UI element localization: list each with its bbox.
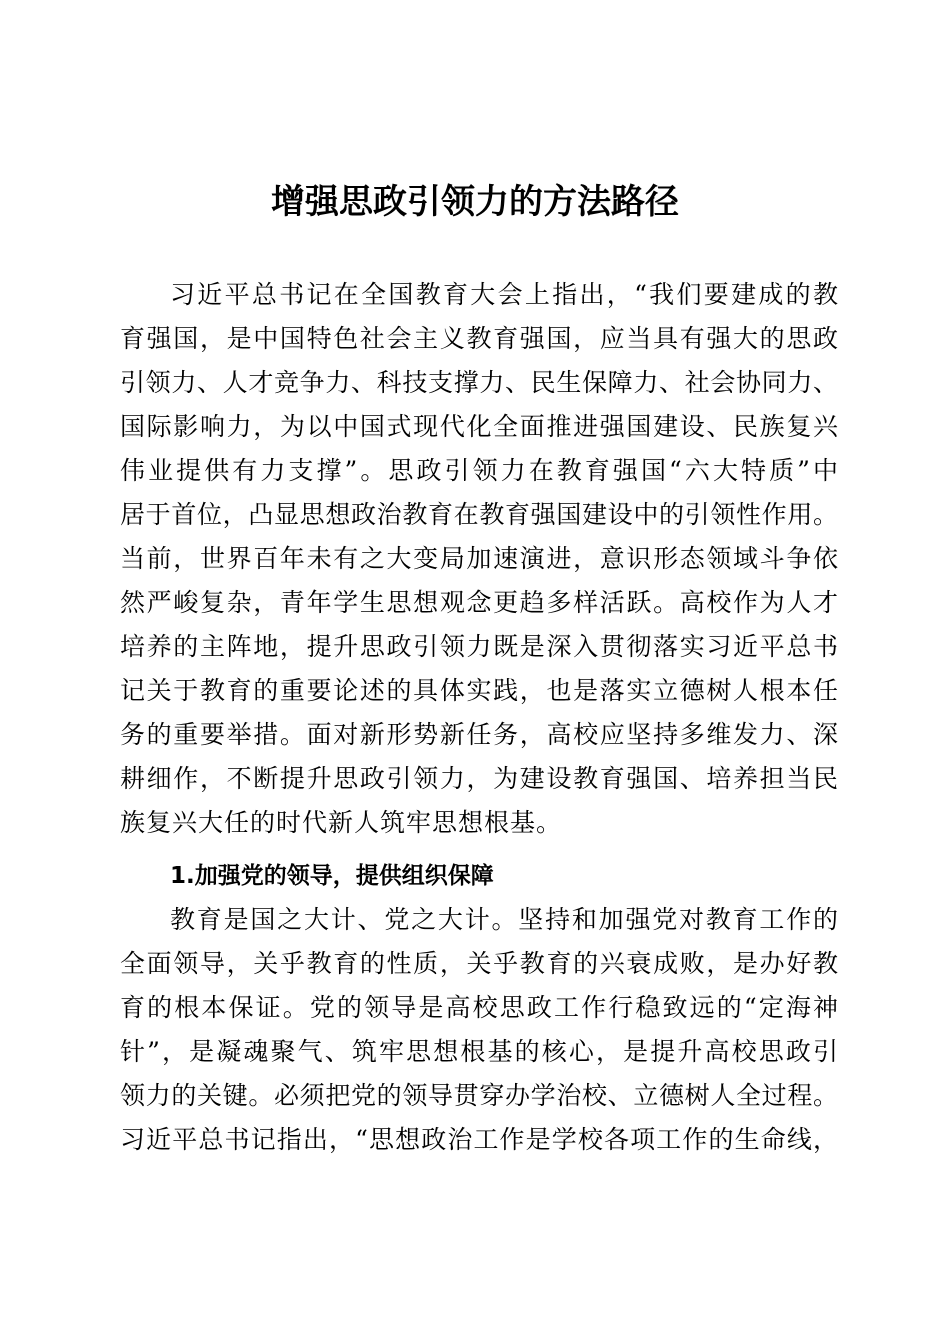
paragraph-line: 育的根本保证。党的领导是高校思政工作行稳致远的“定海神 [120,993,838,1022]
paragraph-line: 领力的关键。必须把党的领导贯穿办学治校、立德树人全过程。 [120,1081,838,1110]
paragraph-line: 育强国，是中国特色社会主义教育强国，应当具有强大的思政 [120,324,838,353]
paragraph-line: 国际影响力，为以中国式现代化全面推进强国建设、民族复兴 [120,412,838,441]
paragraph-line: 记关于教育的重要论述的具体实践，也是落实立德树人根本任 [120,676,838,705]
paragraph-line: 针”，是凝魂聚气、筑牢思想根基的核心，是提升高校思政引 [120,1037,838,1066]
paragraph-line: 全面领导，关乎教育的性质，关乎教育的兴衰成败，是办好教 [120,949,838,978]
paragraph-line: 务的重要举措。面对新形势新任务，高校应坚持多维发力、深 [120,720,838,749]
paragraph-line: 耕细作，不断提升思政引领力，为建设教育强国、培养担当民 [120,764,838,793]
paragraph-line: 然严峻复杂，青年学生思想观念更趋多样活跃。高校作为人才 [120,588,838,617]
paragraph-line: 习近平总书记在全国教育大会上指出，“我们要建成的教 [170,280,838,309]
paragraph-line: 引领力、人才竞争力、科技支撑力、民生保障力、社会协同力、 [120,368,838,397]
paragraph-line: 当前，世界百年未有之大变局加速演进，意识形态领域斗争依 [120,544,838,573]
document-title: 增强思政引领力的方法路径 [271,182,679,222]
paragraph-line: 习近平总书记指出，“思想政治工作是学校各项工作的生命线， [120,1125,838,1154]
paragraph-line: 教育是国之大计、党之大计。坚持和加强党对教育工作的 [170,905,838,934]
paragraph-line: 族复兴大任的时代新人筑牢思想根基。 [120,808,563,837]
section-heading: 1.加强党的领导，提供组织保障 [170,863,494,889]
paragraph-line: 培养的主阵地，提升思政引领力既是深入贯彻落实习近平总书 [120,632,838,661]
paragraph-line: 伟业提供有力支撑”。思政引领力在教育强国“六大特质”中 [120,456,838,485]
paragraph-line: 居于首位，凸显思想政治教育在教育强国建设中的引领性作用。 [120,500,838,529]
